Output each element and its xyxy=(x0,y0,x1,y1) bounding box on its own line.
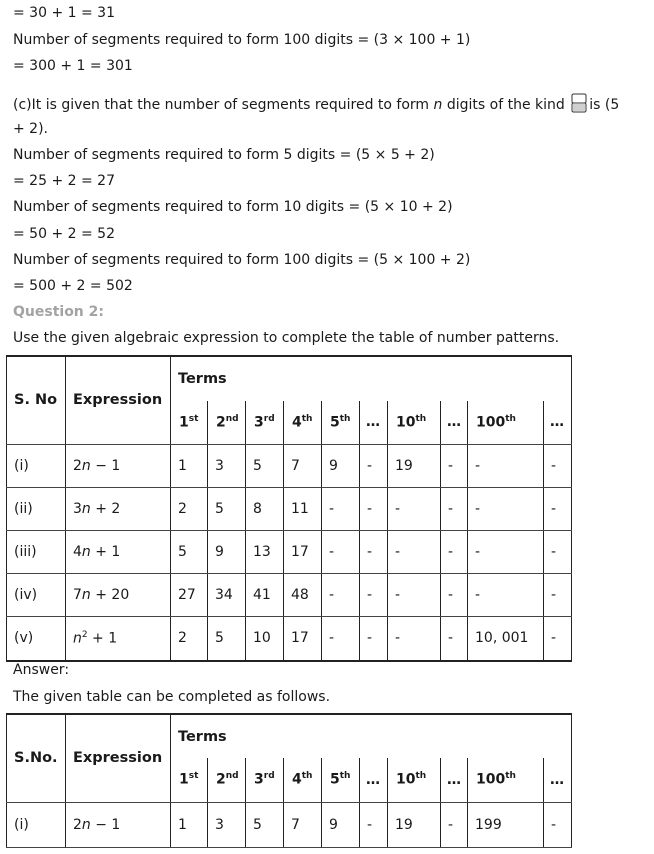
text-line: Number of segments required to form 10 digits = (5 × 10 + 2) xyxy=(13,199,453,215)
term-value: - xyxy=(544,802,572,847)
term-value: 17 xyxy=(284,530,322,573)
row-expression: 7n + 20 xyxy=(66,573,171,616)
question-text: Use the given algebraic expression to complete the table of number patterns. xyxy=(13,330,560,346)
row-sno: (v) xyxy=(7,616,66,661)
term-value: 199 xyxy=(468,802,544,847)
table-row xyxy=(7,573,572,616)
term-value: 3 xyxy=(208,802,246,847)
term-value: - xyxy=(544,530,572,573)
answer-label: Answer: xyxy=(13,662,70,678)
term-value: 3 xyxy=(208,444,246,487)
row-expression: 2n − 1 xyxy=(66,444,171,487)
row-expression: 2n − 1 xyxy=(66,802,171,847)
row-sno: (iii) xyxy=(7,530,66,573)
table-row xyxy=(7,616,572,661)
term-value: - xyxy=(468,487,544,530)
header-terms: Terms xyxy=(171,714,572,758)
term-position-header: 100th xyxy=(468,758,544,802)
text-line: Number of segments required to form 100 digits = (3 × 100 + 1) xyxy=(13,32,471,48)
table-row xyxy=(7,487,572,530)
term-value: 2 xyxy=(171,487,208,530)
row-expression: $n^2 + 1$ xyxy=(66,616,171,661)
term-value: - xyxy=(468,573,544,616)
term-value: 5 xyxy=(246,444,284,487)
term-value: - xyxy=(441,616,468,661)
row-sno: (iv) xyxy=(7,573,66,616)
text-line: = 500 + 2 = 502 xyxy=(13,278,133,294)
answer-table xyxy=(6,713,572,848)
term-value: - xyxy=(544,444,572,487)
term-value: 9 xyxy=(322,802,360,847)
text-line: = 50 + 2 = 52 xyxy=(13,226,115,242)
term-value: - xyxy=(441,802,468,847)
text-line: = 25 + 2 = 27 xyxy=(13,173,115,189)
row-sno: (ii) xyxy=(7,487,66,530)
term-value: 2 xyxy=(171,616,208,661)
term-position-header: 10th xyxy=(388,758,441,802)
row-sno: (i) xyxy=(7,802,66,847)
question-title: Question 2: xyxy=(13,304,104,320)
term-value: - xyxy=(544,616,572,661)
term-value: 27 xyxy=(171,573,208,616)
term-value: - xyxy=(441,487,468,530)
term-position-header: 5th xyxy=(322,758,360,802)
term-value: - xyxy=(360,487,388,530)
seven-segment-eight-icon xyxy=(570,93,588,113)
term-value: - xyxy=(468,444,544,487)
term-value: 17 xyxy=(284,616,322,661)
term-value: 5 xyxy=(208,616,246,661)
term-position-header: 1st xyxy=(171,401,208,444)
term-value: - xyxy=(388,530,441,573)
term-value: 9 xyxy=(208,530,246,573)
term-position-header: … xyxy=(441,401,468,444)
term-position-header: … xyxy=(544,401,572,444)
table-row xyxy=(7,530,572,573)
term-value: - xyxy=(360,444,388,487)
term-position-header: … xyxy=(360,401,388,444)
term-value: 5 xyxy=(246,802,284,847)
table-row xyxy=(7,802,572,847)
term-value: 34 xyxy=(208,573,246,616)
term-value: 10 xyxy=(246,616,284,661)
term-position-header: … xyxy=(544,758,572,802)
term-value: 1 xyxy=(171,444,208,487)
term-value: 41 xyxy=(246,573,284,616)
term-value: 9 xyxy=(322,444,360,487)
term-value: - xyxy=(388,573,441,616)
text-line: Number of segments required to form 5 digits = (5 × 5 + 2) xyxy=(13,147,435,163)
row-expression: 3n + 2 xyxy=(66,487,171,530)
header-expression: Expression xyxy=(66,356,171,444)
term-position-header: … xyxy=(360,758,388,802)
term-value: - xyxy=(388,487,441,530)
term-position-header: 3rd xyxy=(246,758,284,802)
term-value: 7 xyxy=(284,444,322,487)
part-c-text: (c)It is given that the number of segments required to form n digits of the kind is (5 xyxy=(13,93,619,114)
term-position-header: 2nd xyxy=(208,401,246,444)
row-sno: (i) xyxy=(7,444,66,487)
term-value: - xyxy=(322,487,360,530)
term-value: 48 xyxy=(284,573,322,616)
row-expression: 4n + 1 xyxy=(66,530,171,573)
text-line: = 300 + 1 = 301 xyxy=(13,58,133,74)
header-terms: Terms xyxy=(171,356,572,401)
term-value: 8 xyxy=(246,487,284,530)
term-value: - xyxy=(360,802,388,847)
term-value: - xyxy=(322,530,360,573)
term-position-header: 3rd xyxy=(246,401,284,444)
term-position-header: … xyxy=(441,758,468,802)
term-position-header: 4th xyxy=(284,758,322,802)
term-position-header: 100th xyxy=(468,401,544,444)
term-value: - xyxy=(322,616,360,661)
term-value: 13 xyxy=(246,530,284,573)
term-value: - xyxy=(441,530,468,573)
term-value: 11 xyxy=(284,487,322,530)
term-position-header: 2nd xyxy=(208,758,246,802)
answer-text: The given table can be completed as follows. xyxy=(13,689,331,705)
term-position-header: 5th xyxy=(322,401,360,444)
header-sno: S. No xyxy=(7,356,66,444)
term-value: - xyxy=(441,573,468,616)
term-value: 5 xyxy=(208,487,246,530)
term-value: - xyxy=(322,573,360,616)
term-value: 19 xyxy=(388,802,441,847)
text-line: Number of segments required to form 100 digits = (5 × 100 + 2) xyxy=(13,252,471,268)
header-sno: S.No. xyxy=(7,714,66,802)
term-value: 1 xyxy=(171,802,208,847)
term-value: 19 xyxy=(388,444,441,487)
term-value: - xyxy=(360,616,388,661)
text-line: + 2). xyxy=(13,121,48,137)
text-line: = 30 + 1 = 31 xyxy=(13,5,115,21)
term-value: - xyxy=(388,616,441,661)
term-value: - xyxy=(360,530,388,573)
patterns-table xyxy=(6,355,572,662)
term-value: - xyxy=(544,573,572,616)
header-expression: Expression xyxy=(66,714,171,802)
term-position-header: 4th xyxy=(284,401,322,444)
table-row xyxy=(7,444,572,487)
term-value: - xyxy=(468,530,544,573)
term-value: 7 xyxy=(284,802,322,847)
term-position-header: 10th xyxy=(388,401,441,444)
term-value: 5 xyxy=(171,530,208,573)
term-position-header: 1st xyxy=(171,758,208,802)
term-value: - xyxy=(360,573,388,616)
term-value: - xyxy=(544,487,572,530)
term-value: - xyxy=(441,444,468,487)
term-value: 10, 001 xyxy=(468,616,544,661)
